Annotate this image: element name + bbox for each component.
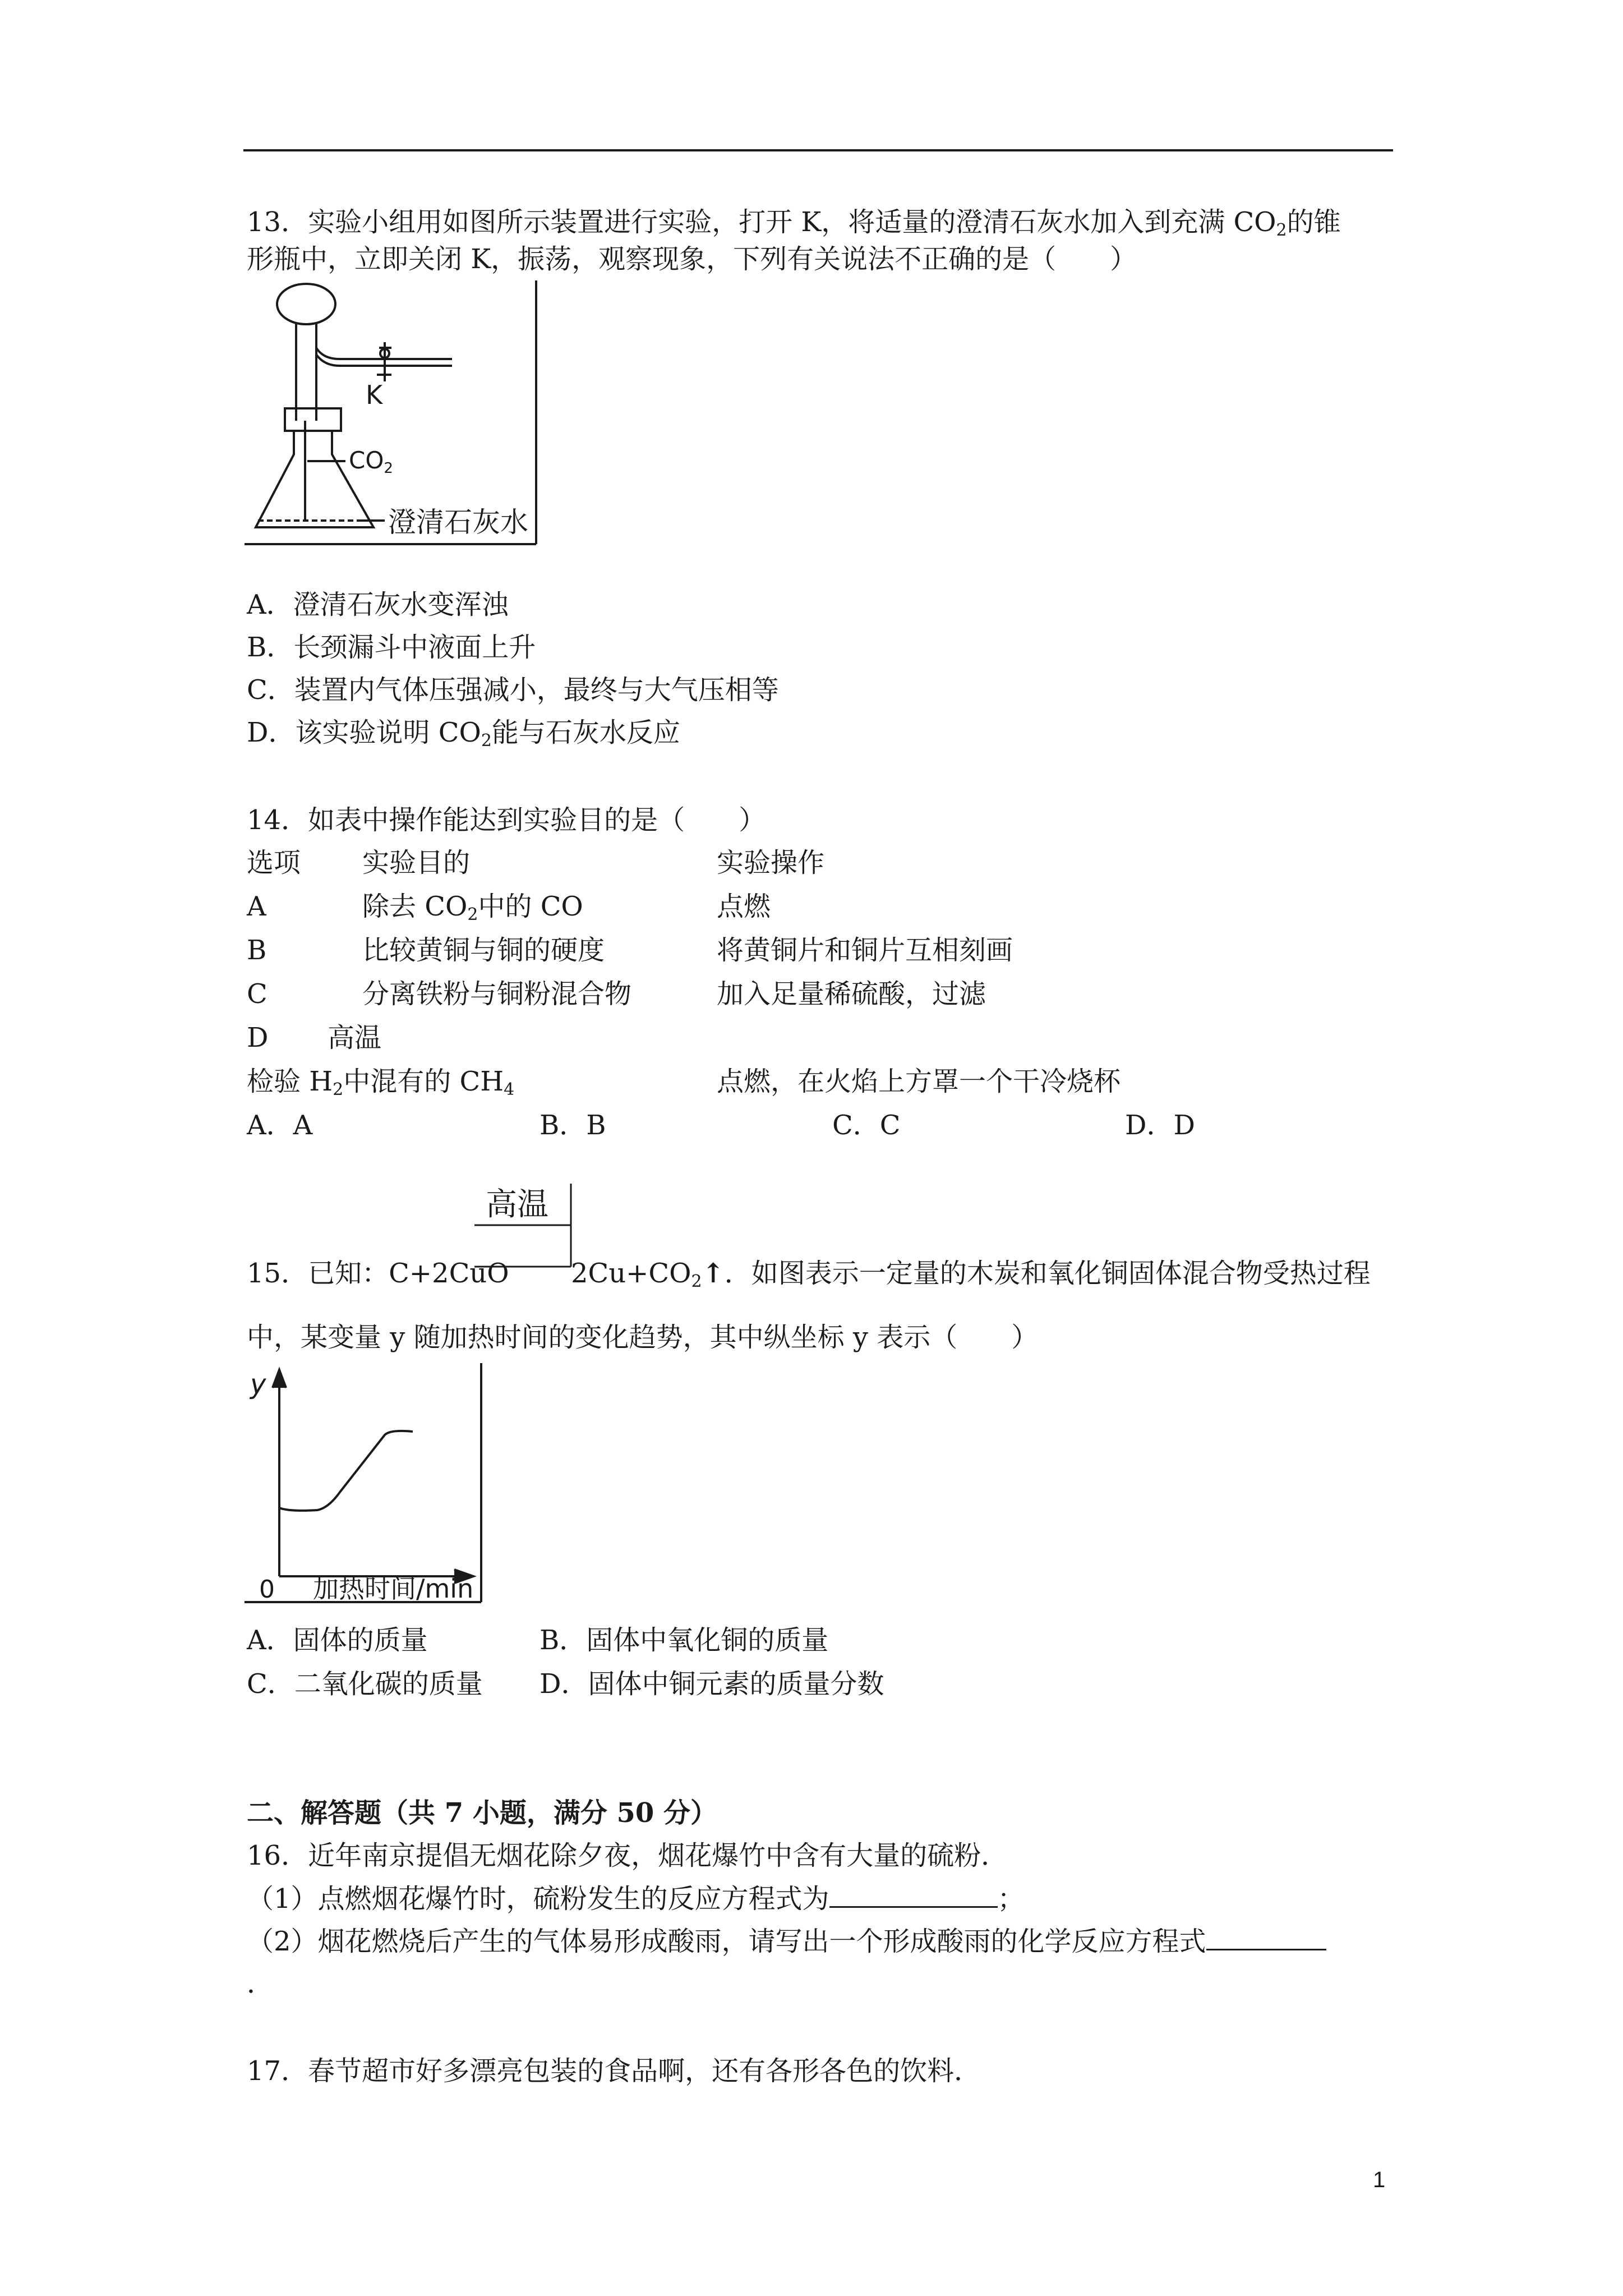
q15-option-a: A．固体的质量 — [247, 1625, 428, 1656]
q14-row-b-option: B — [247, 935, 267, 966]
q14-row-c-operation: 加入足量稀硫酸，过滤 — [717, 978, 986, 1010]
co2-label: CO2 — [349, 447, 393, 477]
q16-answer-blank-2[interactable] — [1206, 1924, 1326, 1950]
q14-row-c-goal: 分离铁粉与铜粉混合物 — [362, 978, 632, 1010]
q13-option-a: A．澄清石灰水变浑浊 — [247, 589, 509, 620]
origin-label: 0 — [259, 1575, 275, 1604]
q15-equation-prefix: 15．已知：C+2CuO — [247, 1258, 509, 1289]
q14-header-goal: 实验目的 — [362, 847, 471, 878]
q16-part2: （2）烟花燃烧后产生的气体易形成酸雨，请写出一个形成酸雨的化学反应方程式 — [247, 1924, 1326, 1958]
q14-row-d-extra-operation: 点燃，在火焰上方罩一个干冷烧杯 — [717, 1066, 1121, 1097]
q14-header-option: 选项 — [247, 847, 301, 878]
header-rule — [243, 149, 1393, 151]
high-temperature-label: 高温 — [486, 1186, 548, 1223]
q14-row-b-goal: 比较黄铜与铜的硬度 — [362, 935, 605, 966]
limewater-label: 澄清石灰水 — [388, 506, 528, 539]
q17-stem: 17．春节超市好多漂亮包装的食品啊，还有各形各色的饮料． — [247, 2055, 981, 2087]
q14-stem: 14．如表中操作能达到实验目的是（ ） — [247, 804, 766, 836]
q13-option-c: C．装置内气体压强减小，最终与大气压相等 — [247, 674, 779, 706]
q15-line2: 中，某变量 y 随加热时间的变化趋势，其中纵坐标 y 表示（ ） — [247, 1322, 1039, 1353]
q15-graph — [245, 1358, 491, 1604]
q16-answer-blank-1[interactable] — [829, 1881, 998, 1908]
q14-row-d-extra-goal: 检验 $H_2$中混有的 $CH_4$ — [247, 1066, 515, 1099]
q14-row-d-option: D — [247, 1022, 269, 1053]
section-title: 二、解答题（共 7 小题，满分 50 分） — [247, 1797, 718, 1829]
q15-reaction-condition — [474, 1184, 575, 1268]
q16-part2-end: ． — [247, 1968, 274, 1999]
q15-option-c: C．二氧化碳的质量 — [247, 1668, 483, 1700]
q13-option-b: B．长颈漏斗中液面上升 — [247, 632, 536, 663]
q15-equation-products: $2Cu+CO_2↑$．如图表示一定量的木炭和氧化铜固体混合物受热过程 — [571, 1258, 1371, 1291]
page-number: 1 — [1373, 2168, 1386, 2192]
q14-row-d-goal: 高温 — [328, 1022, 382, 1053]
q16-part1: （1）点燃烟花爆竹时，硫粉发生的反应方程式为 ； — [247, 1881, 1025, 1916]
q15-option-b: B．固体中氧化铜的质量 — [540, 1625, 829, 1656]
valve-k-label: K — [366, 380, 383, 410]
q14-row-a-operation: 点燃 — [717, 891, 771, 922]
q13-line1: 13．实验小组用如图所示装置进行实验，打开 K，将适量的澄清石灰水加入到充满 $CO_2$的锥 — [247, 206, 1341, 240]
q14-choice-b: B．B — [540, 1110, 606, 1141]
y-axis-label: y — [250, 1369, 266, 1400]
q13-apparatus-figure — [245, 280, 542, 550]
q14-header-operation: 实验操作 — [717, 847, 825, 878]
q16-stem: 16．近年南京提倡无烟花除夕夜，烟花爆竹中含有大量的硫粉． — [247, 1840, 1008, 1871]
q14-choice-d: D．D — [1125, 1110, 1195, 1141]
q14-row-a-option: A — [247, 891, 266, 922]
q13-line2: 形瓶中，立即关闭 K，振荡，观察现象，下列有关说法不正确的是（ ） — [247, 243, 1137, 275]
q13-option-d: D．该实验说明 $CO_2$能与石灰水反应 — [247, 717, 680, 751]
x-axis-label: 加热时间/min — [313, 1573, 474, 1604]
q14-choice-c: C．C — [832, 1110, 901, 1141]
q14-choice-a: A．A — [247, 1110, 313, 1141]
q14-row-b-operation: 将黄铜片和铜片互相刻画 — [717, 935, 1013, 966]
q15-option-d: D．固体中铜元素的质量分数 — [540, 1668, 884, 1700]
q14-row-c-option: C — [247, 978, 268, 1010]
q14-row-a-goal: 除去 $CO_2$中的 CO — [362, 891, 583, 924]
